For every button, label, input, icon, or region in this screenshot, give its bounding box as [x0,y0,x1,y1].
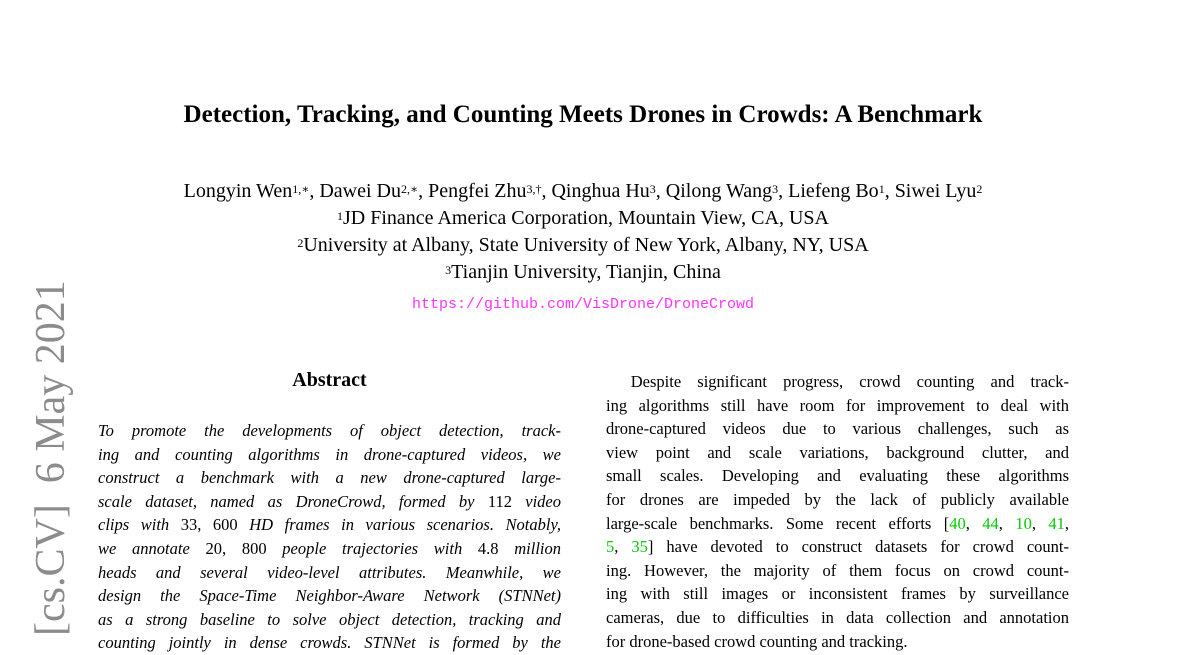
text-line [98,561,561,585]
affiliation-1 [0,205,1166,232]
author-affiliation-marker: 3,† [526,182,542,196]
text-line [98,631,561,655]
text-segment: ing and counting algorithms in drone-captured videos, we [98,444,561,464]
introduction-body [606,370,1069,653]
author-name: Siwei Lyu [894,180,977,202]
numeric-value: 20, 800 [205,538,267,558]
text-segment: scale dataset, named as DroneCrowd, formed by [98,491,488,511]
author-separator: , [309,180,320,202]
citation-link[interactable]: 44 [982,513,999,533]
text-line [98,537,561,561]
text-segment: construct a benchmark with a new drone-captured large- [98,468,561,488]
text-segment: HD frames in various scenarios. Notably, [237,515,562,535]
author-name: Qilong Wang [665,180,773,202]
author-affiliation-marker: 1 [878,182,885,196]
affiliation-3 [0,259,1166,286]
numeric-value: 112 [487,491,512,511]
author-name: Longyin Wen [183,180,293,202]
affiliation-text: JD Finance America Corporation, Mountain View, CA, USA [343,207,829,229]
text-line [606,512,1069,536]
text-segment: cameras, due to difficulties in data collection and annotation [606,607,1069,627]
author-separator: , [418,180,429,202]
text-line [606,394,1069,418]
affiliation-text: Tianjin University, Tianjin, China [451,261,721,283]
citation-link[interactable]: 10 [1015,513,1032,533]
citation-link[interactable]: 35 [631,537,648,557]
text-segment: we annotate [98,538,206,558]
text-segment: Despite significant progress, crowd counting and track- [606,372,1069,391]
text-segment: , [998,513,1016,533]
author-separator: , [884,180,895,202]
citation-link[interactable]: 41 [1048,513,1065,533]
affiliation-text: University at Albany, State University of New York, Albany, NY, USA [303,234,869,256]
affiliation-2 [0,232,1166,259]
paper-title: Detection, Tracking, and Counting Meets Drones in Crowds: A Benchmark [183,101,983,128]
author-list [0,178,1166,205]
author-separator: , [541,180,552,202]
text-line [606,535,1069,559]
text-segment: people trajectories with [266,538,478,558]
text-segment: ing. However, the majority of them focus on crowd count- [606,560,1069,580]
author-affiliation-marker: 1,∗ [292,182,310,196]
text-line [606,370,1069,394]
affiliation-marker: 1 [337,209,344,223]
text-line [98,443,561,467]
text-line [606,441,1069,465]
text-segment: large-scale benchmarks. Some recent efforts [ [606,513,950,533]
text-line [606,606,1069,630]
text-segment: video [511,491,561,511]
text-line [98,513,561,537]
code-link[interactable]: https://github.com/VisDrone/DroneCrowd [411,296,755,313]
text-segment: ing with still images or inconsistent frames by surveillance [606,584,1069,604]
author-affiliation-marker: 2,∗ [401,182,419,196]
author-name: Pengfei Zhu [428,180,527,202]
author-name: Qinghua Hu [551,180,650,202]
author-affiliation-marker: 2 [976,182,983,196]
text-segment: for drones are impeded by the lack of publicly available [606,489,1069,509]
text-segment: drone-captured videos due to various challenges, such as [606,419,1069,439]
text-line [606,630,1069,654]
text-segment: counting jointly in dense crowds. STNNet is formed by the [98,633,561,653]
author-name: Dawei Du [319,180,401,202]
text-line [606,582,1069,606]
text-line [98,608,561,632]
text-segment: ] have devoted to construct datasets for crowd count- [647,537,1070,557]
author-affiliation-marker: 3 [649,182,656,196]
affiliation-marker: 2 [297,236,304,250]
citation-link[interactable]: 5 [606,537,615,557]
text-segment: heads and several video-level attributes. Meanwhile, we [98,562,561,582]
text-line [606,488,1069,512]
text-segment: , [1064,513,1070,533]
text-line [606,559,1069,583]
text-line [98,490,561,514]
text-line [606,464,1069,488]
author-affiliation-marker: 3 [772,182,779,196]
text-segment: , [1031,513,1049,533]
text-segment: design the Space-Time Neighbor-Aware Network (STNNet) [98,586,561,606]
text-segment: view point and scale variations, background clutter, and [606,442,1069,462]
text-segment: as a strong baseline to solve object detection, tracking and [98,609,561,629]
author-separator: , [655,180,666,202]
text-segment: To promote the developments of object detection, track- [98,421,561,440]
text-line [98,419,561,443]
text-segment: ing algorithms still have room for improvement to deal with [606,395,1069,415]
author-name: Liefeng Bo [788,180,879,202]
text-segment: clips with [98,515,181,535]
citation-link[interactable]: 40 [949,513,966,533]
text-segment: , [614,537,632,557]
arxiv-side-stamp: [cs.CV] 6 May 2021 [28,280,74,636]
affiliation-marker: 3 [445,263,452,277]
text-line [606,417,1069,441]
author-separator: , [778,180,789,202]
text-segment: million [498,538,561,558]
numeric-value: 4.8 [477,538,499,558]
abstract-heading: Abstract [292,369,367,391]
numeric-value: 33, 600 [180,515,238,535]
text-segment: , [965,513,983,533]
abstract-body [98,419,561,655]
text-line [98,466,561,490]
text-segment: for drone-based crowd counting and tracking. [606,631,908,651]
text-line [98,584,561,608]
text-segment: small scales. Developing and evaluating these algorithms [606,466,1069,486]
